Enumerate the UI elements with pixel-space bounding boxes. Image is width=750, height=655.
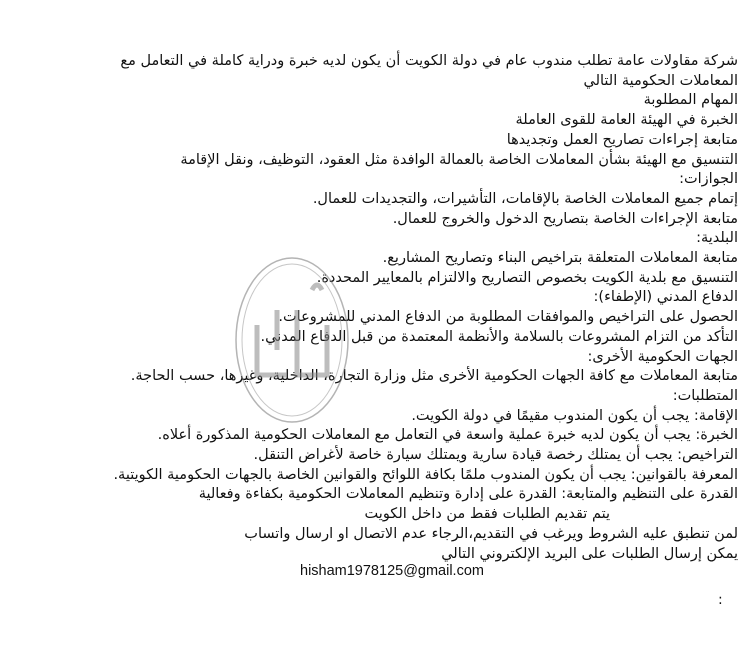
requirement-item: القدرة على التنظيم والمتابعة: القدرة على إدارة وتنظيم المعاملات الحكومية بكفاءة وفعالية bbox=[198, 486, 738, 503]
requirement-item: الإقامة: يجب أن يكون المندوب مقيمًا في دولة الكويت. bbox=[411, 407, 738, 424]
task-item: إتمام جميع المعاملات الخاصة بالإقامات، التأشيرات، والتجديدات للعمال. bbox=[312, 190, 738, 207]
job-posting-text bbox=[98, 52, 738, 564]
task-item: متابعة المعاملات مع كافة الجهات الحكومية الأخرى مثل وزارة التجارة، الداخلية، وغيرها، حسب الحاجة. bbox=[130, 368, 738, 385]
task-item: التنسيق مع الهيئة بشأن المعاملات الخاصة بالعمالة الوافدة مثل العقود، التوظيف، ونقل الإقامة bbox=[180, 151, 738, 168]
task-item: متابعة إجراءات تصاريح العمل وتجديدها bbox=[506, 131, 738, 148]
contact-line: لمن تنطبق عليه الشروط ويرغب في التقديم،الرجاء عدم الاتصال او ارسال واتساب bbox=[244, 525, 738, 542]
intro-line-2: المعاملات الحكومية التالي bbox=[583, 72, 738, 89]
task-item: الحصول على التراخيص والموافقات المطلوبة من الدفاع المدني للمشروعات. bbox=[278, 309, 738, 326]
task-item: التأكد من التزام المشروعات بالسلامة والأنظمة المعتمدة من قبل الدفاع المدني. bbox=[260, 328, 738, 345]
requirement-item: التراخيص: يجب أن يمتلك رخصة قيادة سارية ويمتلك سيارة خاصة لأغراض التنقل. bbox=[253, 447, 738, 464]
task-item: متابعة المعاملات المتعلقة بتراخيص البناء وتصاريح المشاريع. bbox=[382, 250, 738, 267]
trailing-colon: : bbox=[718, 592, 723, 608]
requirements-heading: المتطلبات: bbox=[672, 387, 738, 404]
contact-line: يمكن إرسال الطلبات على البريد الإلكتروني التالي bbox=[441, 545, 738, 562]
tasks-heading: المهام المطلوبة bbox=[643, 92, 738, 109]
requirement-item: المعرفة بالقوانين: يجب أن يكون المندوب ملمًا بكافة اللوائح والقوانين الخاصة بالجهات الحكومية الكويتية. bbox=[113, 466, 738, 483]
apply-note: يتم تقديم الطلبات فقط من داخل الكويت bbox=[364, 506, 610, 523]
email-address[interactable]: hisham1978125@gmail.com bbox=[300, 563, 484, 579]
requirement-item: الخبرة: يجب أن يكون لديه خبرة عملية واسعة في التعامل مع المعاملات الحكومية المذكورة أعلاه. bbox=[157, 427, 738, 444]
manpower-heading: الخبرة في الهيئة العامة للقوى العاملة bbox=[515, 112, 738, 129]
municipality-heading: البلدية: bbox=[696, 230, 738, 247]
intro-line-1: شركة مقاولات عامة تطلب مندوب عام في دولة الكويت أن يكون لديه خبرة ودراية كاملة في التعامل مع bbox=[120, 53, 738, 69]
task-item: التنسيق مع بلدية الكويت بخصوص التصاريح والالتزام بالمعايير المحددة. bbox=[316, 269, 738, 286]
other-agencies-heading: الجهات الحكومية الأخرى: bbox=[587, 348, 738, 365]
civil-defense-heading: الدفاع المدني (الإطفاء): bbox=[593, 289, 738, 306]
passports-heading: الجوازات: bbox=[679, 171, 738, 188]
task-item: متابعة الإجراءات الخاصة بتصاريح الدخول والخروج للعمال. bbox=[392, 210, 738, 227]
